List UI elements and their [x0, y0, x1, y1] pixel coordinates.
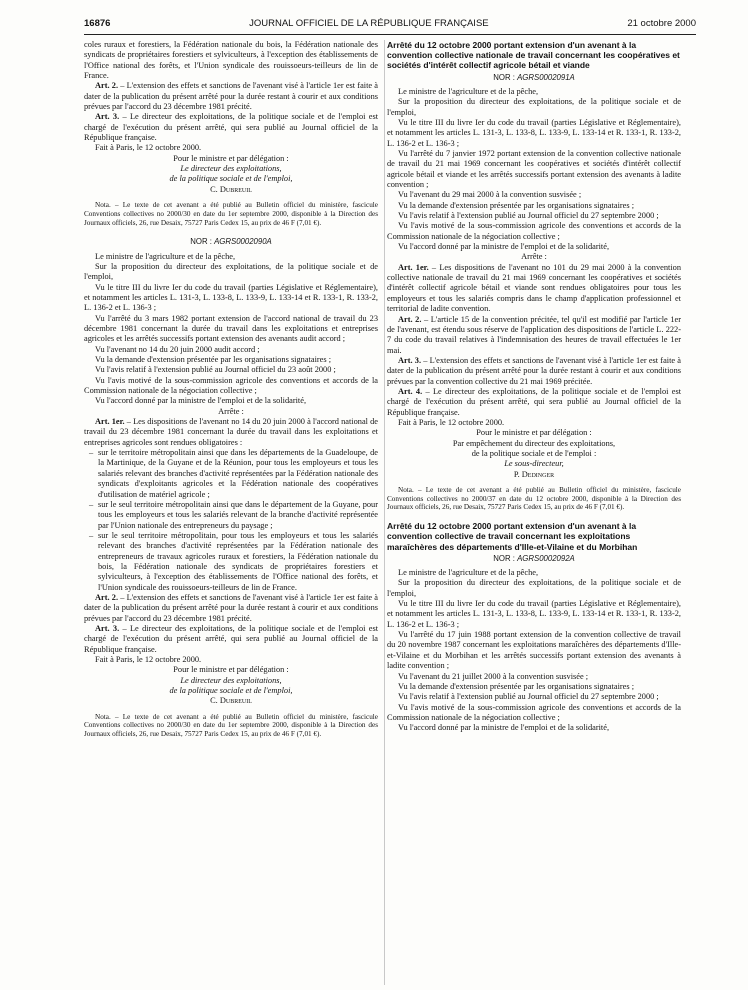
visa-line: Vu le titre III du livre Ier du code du travail (parties Législative et Réglementaire), et notamment les articles L. 131-3, L. 133-8, L. 133-9, L. 133-14 et R. 133-1, R. 133-2, L. 136-2 et L. 136-3 ; [84, 282, 378, 313]
decree-title: Arrêté du 12 octobre 2000 portant extension d'un avenant à la convention collective nationale de travail concernant les coopératives et sociétés d'intérêt collectif agricole bétail et viande [387, 40, 680, 71]
signature-line: de la politique sociale et de l'emploi, [169, 174, 293, 184]
article-3 [387, 356, 681, 387]
article-3 [84, 112, 378, 143]
signature-line: Pour le ministre et par délégation : [476, 428, 592, 438]
article-label: Art. 1er. [95, 417, 125, 427]
visa-line: Vu l'avenant no 14 du 20 juin 2000 audit accord ; [95, 344, 260, 354]
arrete-heading: Arrête : [521, 252, 547, 262]
issue-date: 21 octobre 2000 [627, 17, 696, 29]
article-text: – Le directeur des exploitations, de la politique sociale et de l'emploi est chargé de l'exécution du présent arrêté, qui sera publié au Journal officiel de la République française. [84, 623, 379, 654]
signature-line: Le directeur des exploitations, [180, 675, 282, 685]
article-label: Art. 3. [95, 623, 120, 633]
list-item: – sur le seul territoire métropolitain ainsi que dans le département de la Guyane, pour tous les employeurs et tous les salariés relevant de la branche d'activité représentée par l'Union nationale des entrepreneurs du paysage ; [98, 500, 378, 531]
nota-note: Nota. – Le texte de cet avenant a été publié au Bulletin officiel du ministère, fascicule Conventions collectives no 2000/30 en date du 1er septembre 2000, disponible à la Direction des Journaux officiels, 26, rue Desaix, 75727 Paris Cedex 15, au prix de 46 F (7,01 €). [84, 712, 378, 739]
signature-line: Par empêchement du directeur des exploitations, [452, 438, 616, 448]
signature-place-date: Fait à Paris, le 12 octobre 2000. [95, 143, 202, 153]
article-text: – Le directeur des exploitations, de la politique sociale et de l'emploi est chargé de l'exécution du présent arrêté, qui sera publié au Journal officiel de la République française. [84, 112, 379, 143]
preamble-line: Le ministre de l'agriculture et de la pêche, [95, 251, 236, 261]
signature-line: Le directeur des exploitations, [180, 164, 282, 174]
article-label: Art. 2. [95, 81, 119, 91]
signature-line: de la politique sociale et de l'emploi : [471, 448, 597, 458]
signatory-name: C. Dubreuil [210, 184, 252, 194]
nor-reference [387, 73, 681, 83]
visa-line: Vu l'avis relatif à l'extension publié au Journal officiel du 23 août 2000 ; [95, 365, 336, 375]
continued-paragraph: coles ruraux et forestiers, la Fédération nationale du bois, la Fédération nationale des syndicats de propriétaires forestiers et sylviculteurs, à l'exception des établissements de l'Office national des forêts, et l'Union syndicale des rouissoeurs-teilleurs de lin de France. [84, 40, 378, 81]
page-number: 16876 [84, 17, 111, 29]
list-item: – sur le seul territoire métropolitain, pour tous les employeurs et tous les salariés relevant des branches d'activité représentées par la Fédération nationale des entrepreneurs de travaux agricoles ruraux et forestiers, la Fédération nationale du bois, la Fédération nationale des syndicats de propriétaires forestiers et sylviculteurs, à l'exception des établissements de l'Office national des forêts, et l'Union syndicale des rouissoeurs-teilleurs de lin de France. [98, 531, 378, 593]
article-text: – Le directeur des exploitations, de la politique sociale et de l'emploi est chargé de l'exécution du présent arrêté, qui sera publié au Journal officiel de la République française. [387, 386, 682, 417]
article-2 [84, 81, 378, 112]
article-label: Art. 3. [95, 112, 120, 122]
article-text: – Les dispositions de l'avenant no 101 du 29 mai 2000 à la convention collective nationale de travail du 21 mai 1969 concernant les coopératives et sociétés d'intérêt collectif agricole bétail et viande sont rendues obligatoires pour tous les employeurs et tous les salariés compris dans le champ d'application professionnel et territorial de ladite convention. [387, 262, 682, 314]
article-label: Art. 4. [398, 386, 423, 396]
visa-line: Vu l'avenant du 29 mai 2000 à la convention susvisée ; [398, 190, 582, 200]
visa-line: Vu la demande d'extension présentée par les organisations signataires ; [398, 681, 635, 691]
visa-line: Vu l'accord donné par la ministre de l'emploi et de la solidarité, [95, 396, 307, 406]
signatory-name: C. Dubreuil [210, 696, 252, 706]
article-text: – Les dispositions de l'avenant no 14 du 20 juin 2000 à l'accord national de travail du 23 décembre 1981 concernant la durée du travail dans les exploitations et entreprises agricoles sont rendues obligatoires : [84, 417, 379, 447]
preamble-line: Sur la proposition du directeur des exploitations, de la politique sociale et de l'emploi, [84, 261, 378, 282]
arrete-heading: Arrête : [218, 406, 244, 416]
visa-line: Vu l'arrêté du 7 janvier 1972 portant extension de la convention collective nationale de travail du 21 mai 1969 concernant les coopératives et sociétés d'intérêt collectif agricole bétail et viande et les arrêtés successifs portant extension des avenants à ladite convention ; [387, 149, 681, 190]
scope-list [84, 448, 378, 593]
visa-line: Vu l'avis motivé de la sous-commission agricole des conventions et accords de la Commission nationale de la négociation collective ; [84, 375, 378, 396]
nor-label: NOR : [493, 553, 515, 563]
visa-line: Vu l'avis relatif à l'extension publié au Journal officiel du 27 septembre 2000 ; [398, 211, 659, 221]
visa-line: Vu l'accord donné par la ministre de l'emploi et de la solidarité, [398, 723, 610, 733]
visa-line: Vu l'avenant du 21 juillet 2000 à la convention susvisée ; [398, 671, 589, 681]
visa-line: Vu l'arrêté du 17 juin 1988 portant extension de la convention collective de travail du 20 novembre 1987 concernant les exploitations maraîchères des départements d'Ille-et-Vilaine et du Morbihan et les arrêtés successifs portant extension des avenants à ladite convention ; [387, 630, 681, 671]
visa-line: Vu l'avis motivé de la sous-commission agricole des conventions et accords de la Commission nationale de la négociation collective ; [387, 221, 681, 241]
signature-line: Le sous-directeur, [504, 459, 564, 469]
visa-line: Vu l'avis relatif à l'extension publié au Journal officiel du 27 septembre 2000 ; [398, 692, 659, 702]
signatory-name: P. Dedinger [513, 469, 555, 479]
decree-title: Arrêté du 12 octobre 2000 portant extension d'un avenant à la convention collective de travail concernant les exploitations maraîchères des départements d'Ille-et-Vilaine et du Morbihan [387, 521, 638, 552]
nor-code: AGRS0002091A [517, 72, 575, 82]
nota-note: Nota. – Le texte de cet avenant a été publié au Bulletin officiel du ministère, fascicule Conventions collectives no 2000/30 en date du 1er septembre 2000, disponible à la Direction des Journaux officiels, 26, rue Desaix, 75727 Paris Cedex 15, au prix de 46 F (7,01 €). [84, 201, 378, 227]
visa-line: Vu l'accord donné par la ministre de l'emploi et de la solidarité, [398, 242, 610, 252]
nor-reference [84, 237, 378, 247]
article-2 [84, 593, 378, 624]
signature-line: Pour le ministre et par délégation : [173, 153, 289, 163]
left-column [84, 40, 378, 739]
visa-line: Vu le titre III du livre Ier du code du travail (parties Législative et Réglementaire), et notamment les articles L. 131-3, L. 133-8, L. 133-9, L. 133-14 et R. 133-1, R. 133-2, L. 136-2 et L. 136-3 ; [387, 599, 681, 629]
nor-code: AGRS0002092A [517, 553, 575, 563]
right-column [387, 40, 681, 734]
nor-reference [387, 554, 681, 564]
article-label: Art. 1er. [398, 262, 429, 272]
visa-line: Vu l'arrêté du 3 mars 1982 portant extension de l'accord national de travail du 23 décembre 1981 concernant la durée du travail dans les exploitations et entreprises agricoles et les arrêtés successifs portant extension des avenants audit accord ; [84, 313, 378, 344]
article-2 [387, 315, 681, 356]
nor-label: NOR : [190, 237, 212, 247]
article-text: – L'extension des effets et sanctions de l'avenant visé à l'article 1er est faite à dater de la publication du présent arrêté pour la durée restant à courir et aux conditions prévues par l'accord du 23 décembre 1981 précité. [84, 81, 379, 112]
article-3 [84, 624, 378, 655]
signature-line: de la politique sociale et de l'emploi, [169, 686, 293, 696]
preamble-line: Sur la proposition du directeur des exploitations, de la politique sociale et de l'emploi, [387, 97, 681, 117]
article-label: Art. 2. [398, 314, 422, 324]
nor-label: NOR : [493, 72, 515, 82]
article-1 [387, 263, 681, 315]
article-label: Art. 2. [95, 592, 119, 602]
nor-code: AGRS0002090A [214, 237, 272, 247]
journal-title: JOURNAL OFFICIEL DE LA RÉPUBLIQUE FRANÇAISE [249, 17, 489, 29]
article-label: Art. 3. [398, 355, 422, 365]
visa-line: Vu la demande d'extension présentée par les organisations signataires ; [95, 355, 332, 365]
preamble-line: Sur la proposition du directeur des exploitations, de la politique sociale et de l'emploi, [387, 578, 681, 598]
signature-place-date: Fait à Paris, le 12 octobre 2000. [95, 655, 202, 665]
preamble-line: Le ministre de l'agriculture et de la pêche, [398, 86, 539, 96]
visa-line: Vu l'avis motivé de la sous-commission agricole des conventions et accords de la Commission nationale de la négociation collective ; [387, 702, 681, 722]
page-header [84, 16, 696, 30]
column-divider [384, 40, 385, 985]
article-4 [387, 387, 681, 418]
article-text: – L'article 15 de la convention précitée, tel qu'il est modifié par l'article 1er de l'avenant, est étendu sous réserve de l'application des dispositions de l'article L. 222-7 du code du travail relatives à l'indemnisation des heures de travail effectuées le 1er mai. [387, 314, 681, 355]
preamble-line: Le ministre de l'agriculture et de la pêche, [398, 568, 539, 578]
signature-line: Pour le ministre et par délégation : [173, 665, 289, 675]
header-rule [84, 34, 696, 35]
list-item: – sur le territoire métropolitain ainsi que dans les départements de la Guadeloupe, de la Martinique, de la Guyane et de la Réunion, pour tous les employeurs et tous les salariés relevant des branches d'activité représentées par la Fédération nationale des syndicats d'exploitants agricoles et la Fédération nationale des coopératives d'utilisation de matériel agricole ; [98, 448, 378, 500]
signature-place-date: Fait à Paris, le 12 octobre 2000. [398, 417, 505, 427]
visa-line: Vu la demande d'extension présentée par les organisations signataires ; [398, 200, 635, 210]
article-text: – L'extension des effets et sanctions de l'avenant visé à l'article 1er est faite à dater de la publication du présent arrêté pour la durée restant à courir et aux conditions prévues par l'accord du 23 décembre 1981 précité. [84, 592, 379, 623]
nota-note: Nota. – Le texte de cet avenant a été publié au Bulletin officiel du ministère, fascicule Conventions collectives no 2000/37 en date du 12 octobre 2000, disponible à la Direction des Journaux officiels, 26, rue Desaix, 75727 Paris Cedex 15, au prix de 46 F (7,01 €). [387, 486, 681, 512]
article-1 [84, 417, 378, 448]
article-text: – L'extension des effets et sanctions de l'avenant visé à l'article 1er est faite à dater de la publication du présent arrêté pour la durée restant à courir et aux conditions prévues par la convention collective du 21 mai 1969 précitée. [387, 355, 682, 386]
visa-line: Vu le titre III du livre Ier du code du travail (parties Législative et Réglementaire), et notamment les articles L. 131-3, L. 133-8, L. 133-9, L. 133-14 et R. 133-1, R. 133-2, L. 136-2 et L. 136-3 ; [387, 117, 681, 148]
